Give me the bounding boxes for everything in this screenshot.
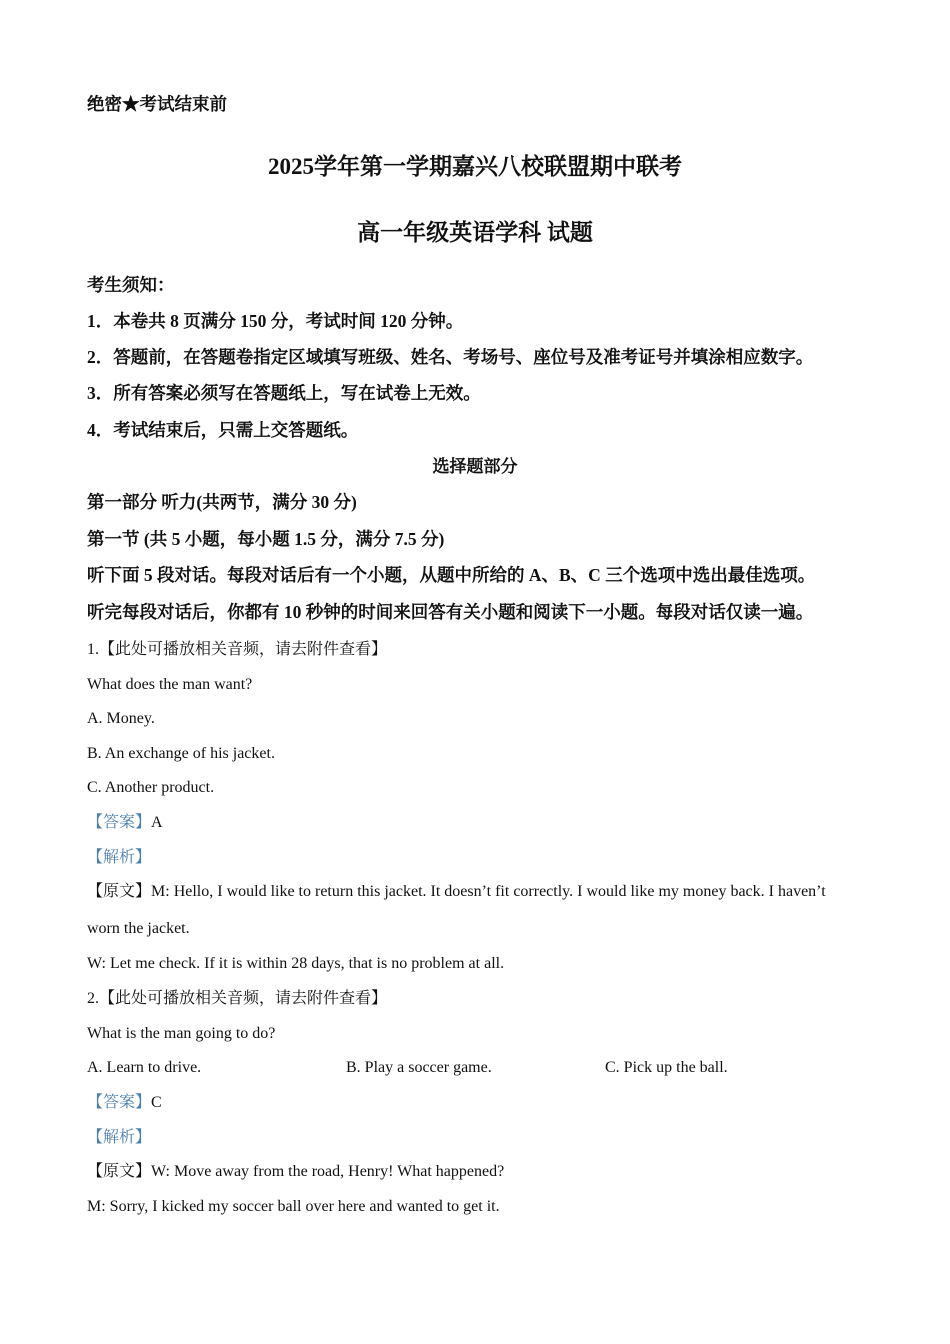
q1-audio-note[interactable]: 【此处可播放相关音频，请去附件查看】 <box>99 641 388 658</box>
q2-answer-value: C <box>151 1094 162 1111</box>
section-title: 选择题部分 <box>432 457 518 476</box>
q2-original-label: 【原文】 <box>87 1163 152 1180</box>
notice-item-4: 4．考试结束后，只需上交答题纸。 <box>87 420 359 440</box>
q2-answer <box>87 1093 162 1113</box>
q1-answer-label: 【答案】 <box>87 814 152 831</box>
q2-audio-line <box>87 989 387 1009</box>
part-one-heading: 第一部分 听力(共两节，满分 30 分) <box>87 492 357 512</box>
q1-analysis-label: 【解析】 <box>87 849 152 866</box>
instructions-line-1: 听下面 5 段对话。每段对话后有一个小题，从题中所给的 A、B、C 三个选项中选出最佳选项。 <box>87 565 816 585</box>
notice-item-2: 2．答题前，在答题卷指定区域填写班级、姓名、考场号、座位号及准考证号并填涂相应数字。 <box>87 347 814 367</box>
q2-answer-label: 【答案】 <box>87 1094 152 1111</box>
notice-item-3: 3．所有答案必须写在答题纸上，写在试卷上无效。 <box>87 383 481 403</box>
q2-options-row <box>87 1058 887 1078</box>
q1-number: 1. <box>87 641 99 658</box>
q2-analysis-label: 【解析】 <box>87 1129 152 1146</box>
q1-original-3: W: Let me check. If it is within 28 days, that is no problem at all. <box>87 955 505 972</box>
q2-original-2: M: Sorry, I kicked my soccer ball over here and wanted to get it. <box>87 1198 500 1215</box>
confidential-mark: 绝密★考试结束前 <box>87 94 227 114</box>
q2-question: What is the man going to do? <box>87 1025 276 1042</box>
instructions-line-2: 听完每段对话后，你都有 10 秒钟的时间来回答有关小题和阅读下一小题。每段对话仅读一遍。 <box>87 602 814 622</box>
q2-option-b: B. Play a soccer game. <box>346 1059 492 1076</box>
exam-subtitle: 高一年级英语学科 试题 <box>357 220 593 245</box>
q1-option-a: A. Money. <box>87 710 155 727</box>
q1-original-2: worn the jacket. <box>87 920 190 937</box>
q1-original-text-1: M: Hello, I would like to return this jacket. It doesn’t fit correctly. I would like my money back. I haven’t <box>151 883 826 900</box>
q1-answer-value: A <box>151 814 163 831</box>
q2-original-1 <box>87 1162 504 1182</box>
q2-number: 2. <box>87 990 99 1007</box>
q1-option-c: C. Another product. <box>87 779 215 796</box>
q1-question: What does the man want? <box>87 676 253 693</box>
subsection-one-heading: 第一节 (共 5 小题，每小题 1.5 分，满分 7.5 分) <box>87 529 445 549</box>
q2-original-text-1: W: Move away from the road, Henry! What happened? <box>151 1163 505 1180</box>
notice-heading: 考生须知： <box>87 275 175 295</box>
notice-item-1: 1．本卷共 8 页满分 150 分，考试时间 120 分钟。 <box>87 311 464 331</box>
q1-answer <box>87 813 163 833</box>
q2-audio-note[interactable]: 【此处可播放相关音频，请去附件查看】 <box>99 990 388 1007</box>
q1-original-1 <box>87 882 826 902</box>
q2-option-c: C. Pick up the ball. <box>605 1059 728 1076</box>
q1-option-b: B. An exchange of his jacket. <box>87 745 275 762</box>
exam-title: 2025学年第一学期嘉兴八校联盟期中联考 <box>268 154 682 179</box>
q1-original-label: 【原文】 <box>87 883 152 900</box>
q1-audio-line <box>87 640 387 660</box>
q2-option-a: A. Learn to drive. <box>87 1059 202 1076</box>
